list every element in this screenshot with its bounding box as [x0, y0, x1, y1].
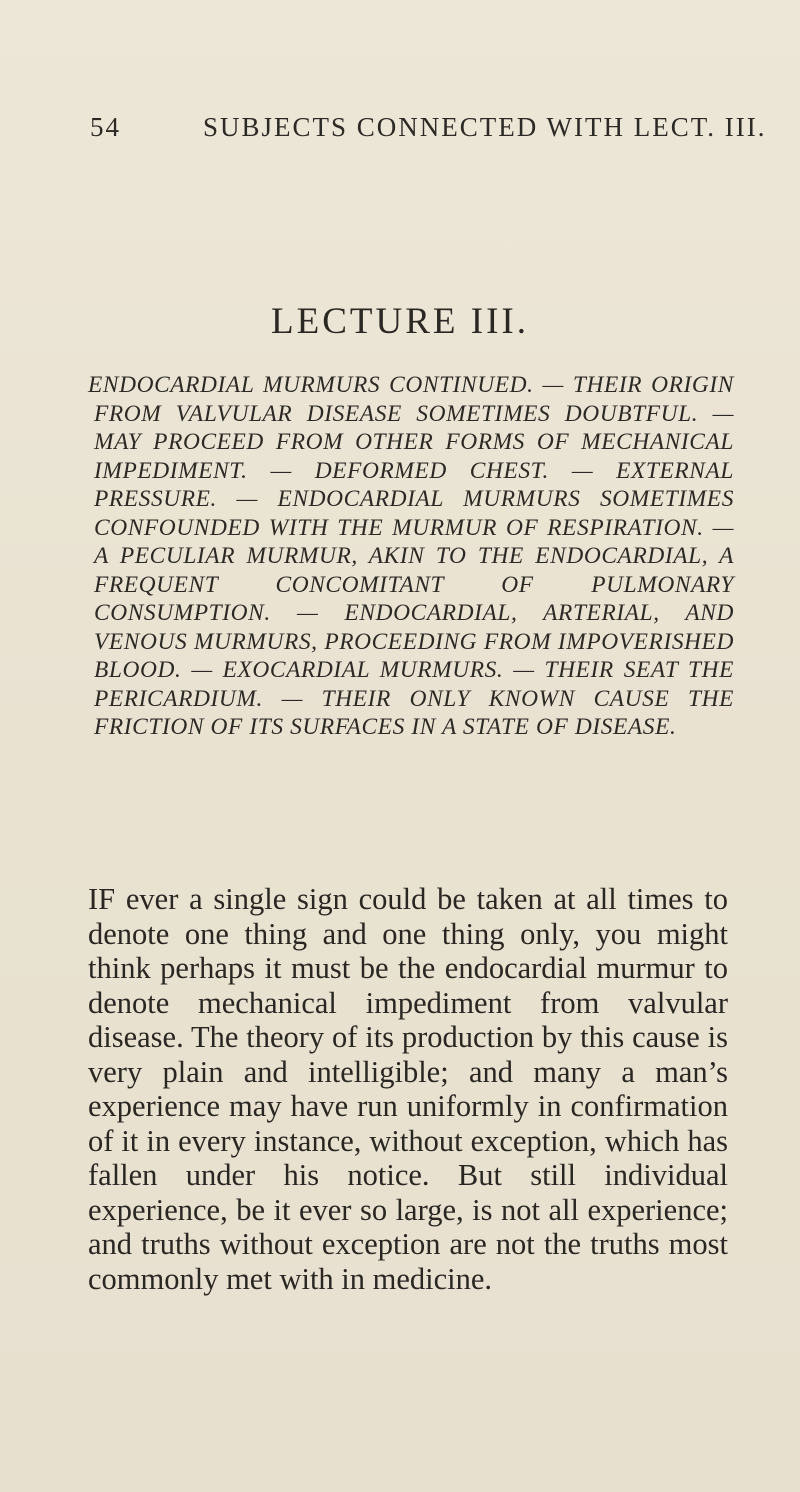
- page-number: 54: [90, 112, 121, 142]
- body-paragraph: IF ever a single sign could be taken at all times to denote one thing and one thing only, you might think perhaps it must be the endocardial murmur to denote mechanical impediment from valvular disease. The theory of its production by this cause is very plain and intelligible; and many a man’s experience may have run uniformly in confirmation of it in every instance, without exception, which has fallen under his notice. But still individual experience, be it ever so large, is not all experience; and truths without exception are not the truths most commonly met with in medicine.: [88, 882, 728, 1296]
- chapter-synopsis: ENDOCARDIAL MURMURS CONTINUED. — THEIR ORIGIN FROM VALVULAR DISEASE SOMETIMES DOUBTFUL. — MAY PROCEED FROM OTHER FORMS OF MECHANICAL IMPEDIMENT. — DEFORMED CHEST. — EXTERNAL PRESSURE. — ENDOCARDIAL MURMURS SOMETIMES CONFOUNDED WITH THE MURMUR OF RESPIRATION. — A PECULIAR MURMUR, AKIN TO THE ENDOCARDIAL, A FREQUENT CONCOMITANT OF PULMONARY CONSUMPTION. — ENDOCARDIAL, ARTERIAL, AND VENOUS MURMURS, PROCEEDING FROM IMPOVERISHED BLOOD. — EXOCARDIAL MURMURS. — THEIR SEAT THE PERICARDIUM. — THEIR ONLY KNOWN CAUSE THE FRICTION OF ITS SURFACES IN A STATE OF DISEASE.: [88, 372, 734, 740]
- running-title: SUBJECTS CONNECTED WITH LECT. III.: [203, 112, 767, 142]
- running-head: [90, 112, 767, 146]
- lecture-title: LECTURE III.: [271, 301, 529, 342]
